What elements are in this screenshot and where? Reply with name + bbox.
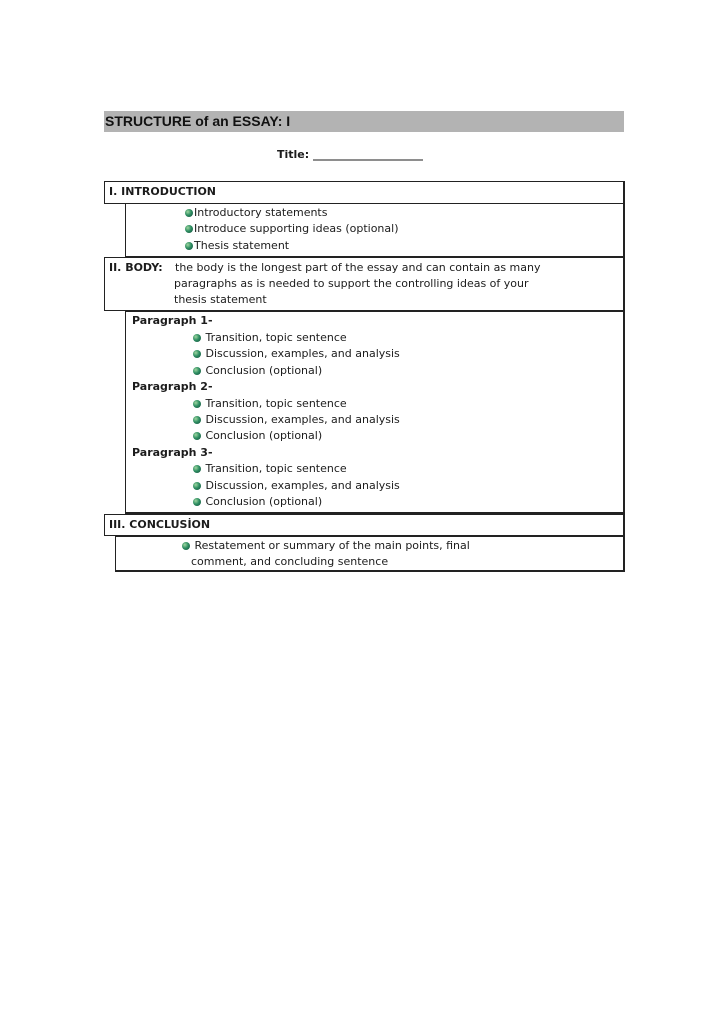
paragraph-label: Paragraph 2- (132, 380, 213, 393)
body-description-line: the body is the longest part of the essay and can contain as many (175, 261, 541, 274)
conclusion-header-box (104, 514, 625, 536)
paragraph-label: Paragraph 1- (132, 314, 213, 327)
list-item: Restatement or summary of the main points, final (182, 538, 470, 554)
green-sphere-bullet-icon (193, 498, 201, 506)
list-item: Conclusion (optional) (193, 428, 322, 444)
green-sphere-bullet-icon (193, 416, 201, 424)
paragraph-label: Paragraph 3- (132, 446, 213, 459)
title-field-line: Title: ____________________ (277, 148, 423, 161)
list-item: Discussion, examples, and analysis (193, 346, 400, 362)
list-item: Thesis statement (185, 238, 289, 254)
green-sphere-bullet-icon (193, 350, 201, 358)
list-item: Transition, topic sentence (193, 330, 347, 346)
introduction-label: I. INTRODUCTION (109, 185, 217, 198)
conclusion-label: III. CONCLUSİON (109, 518, 211, 531)
conclusion-line: comment, and concluding sentence (191, 555, 389, 568)
green-sphere-bullet-icon (193, 432, 201, 440)
green-sphere-bullet-icon (193, 367, 201, 375)
body-label: II. BODY: (109, 261, 163, 274)
introduction-header-box (104, 181, 625, 204)
green-sphere-bullet-icon (193, 334, 201, 342)
green-sphere-bullet-icon (193, 482, 201, 490)
green-sphere-bullet-icon (185, 242, 193, 250)
list-item: Transition, topic sentence (193, 396, 347, 412)
green-sphere-bullet-icon (182, 542, 190, 550)
body-description-line: thesis statement (174, 293, 267, 306)
document-heading: STRUCTURE of an ESSAY: I (104, 111, 624, 132)
green-sphere-bullet-icon (193, 400, 201, 408)
body-description-line: paragraphs as is needed to support the controlling ideas of your (174, 277, 529, 290)
list-item: Conclusion (optional) (193, 494, 322, 510)
green-sphere-bullet-icon (185, 209, 193, 217)
list-item: Introductory statements (185, 205, 327, 221)
green-sphere-bullet-icon (193, 465, 201, 473)
green-sphere-bullet-icon (185, 225, 193, 233)
list-item: Conclusion (optional) (193, 363, 322, 379)
list-item: Introduce supporting ideas (optional) (185, 221, 398, 237)
list-item: Discussion, examples, and analysis (193, 478, 400, 494)
list-item: Transition, topic sentence (193, 461, 347, 477)
list-item: Discussion, examples, and analysis (193, 412, 400, 428)
